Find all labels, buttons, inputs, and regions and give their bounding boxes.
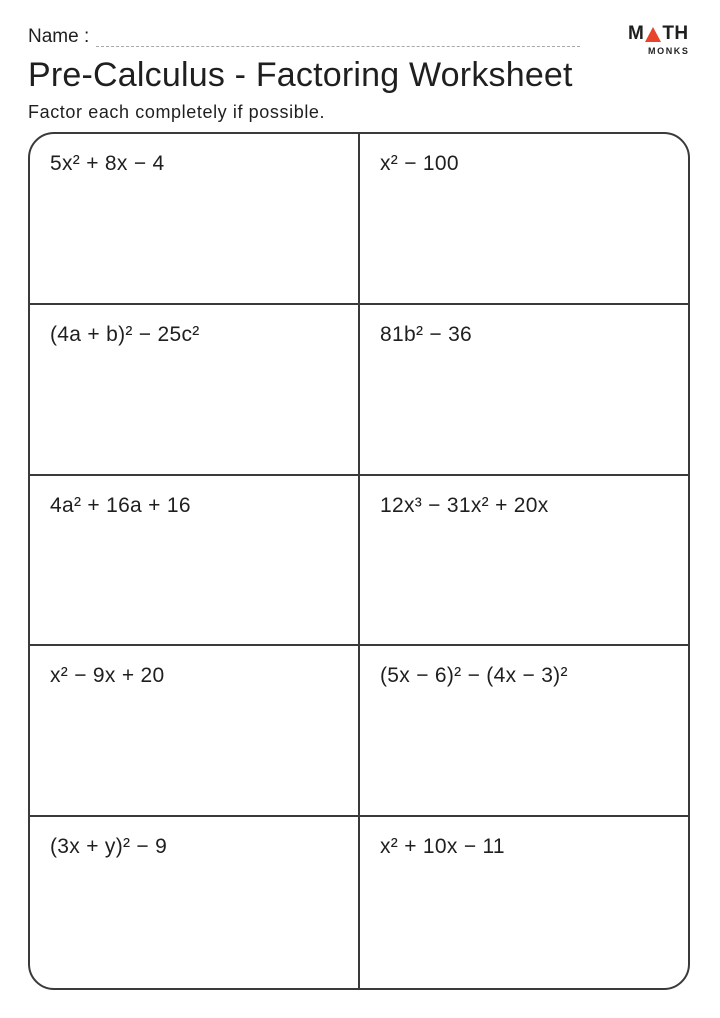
problem-cell-2[interactable]: x² − 100 — [360, 134, 690, 305]
problem-cell-6[interactable]: 12x³ − 31x² + 20x — [360, 476, 690, 647]
triangle-icon — [645, 27, 661, 42]
problem-cell-5[interactable]: 4a² + 16a + 16 — [30, 476, 360, 647]
problem-cell-9[interactable]: (3x + y)² − 9 — [30, 817, 360, 988]
math-monks-logo — [628, 24, 698, 56]
problem-cell-1[interactable]: 5x² + 8x − 4 — [30, 134, 360, 305]
problem-cell-7[interactable]: x² − 9x + 20 — [30, 646, 360, 817]
page-title: Pre-Calculus - Factoring Worksheet — [28, 56, 573, 94]
instructions: Factor each completely if possible. — [28, 102, 326, 122]
problem-cell-10[interactable]: x² + 10x − 11 — [380, 835, 505, 859]
problem-cell-8[interactable]: (5x − 6)² − (4x − 3)² — [360, 646, 690, 817]
name-field[interactable] — [96, 46, 580, 47]
logo-subtext: MONKS — [648, 46, 690, 56]
logo-text-left: M — [628, 23, 645, 44]
logo-text-right: TH — [662, 23, 689, 44]
name-label: Name : — [28, 26, 90, 47]
problem-grid — [28, 132, 690, 990]
problem-cell-4[interactable]: 81b² − 36 — [360, 305, 690, 476]
problem-cell-3[interactable]: (4a + b)² − 25c² — [30, 305, 360, 476]
